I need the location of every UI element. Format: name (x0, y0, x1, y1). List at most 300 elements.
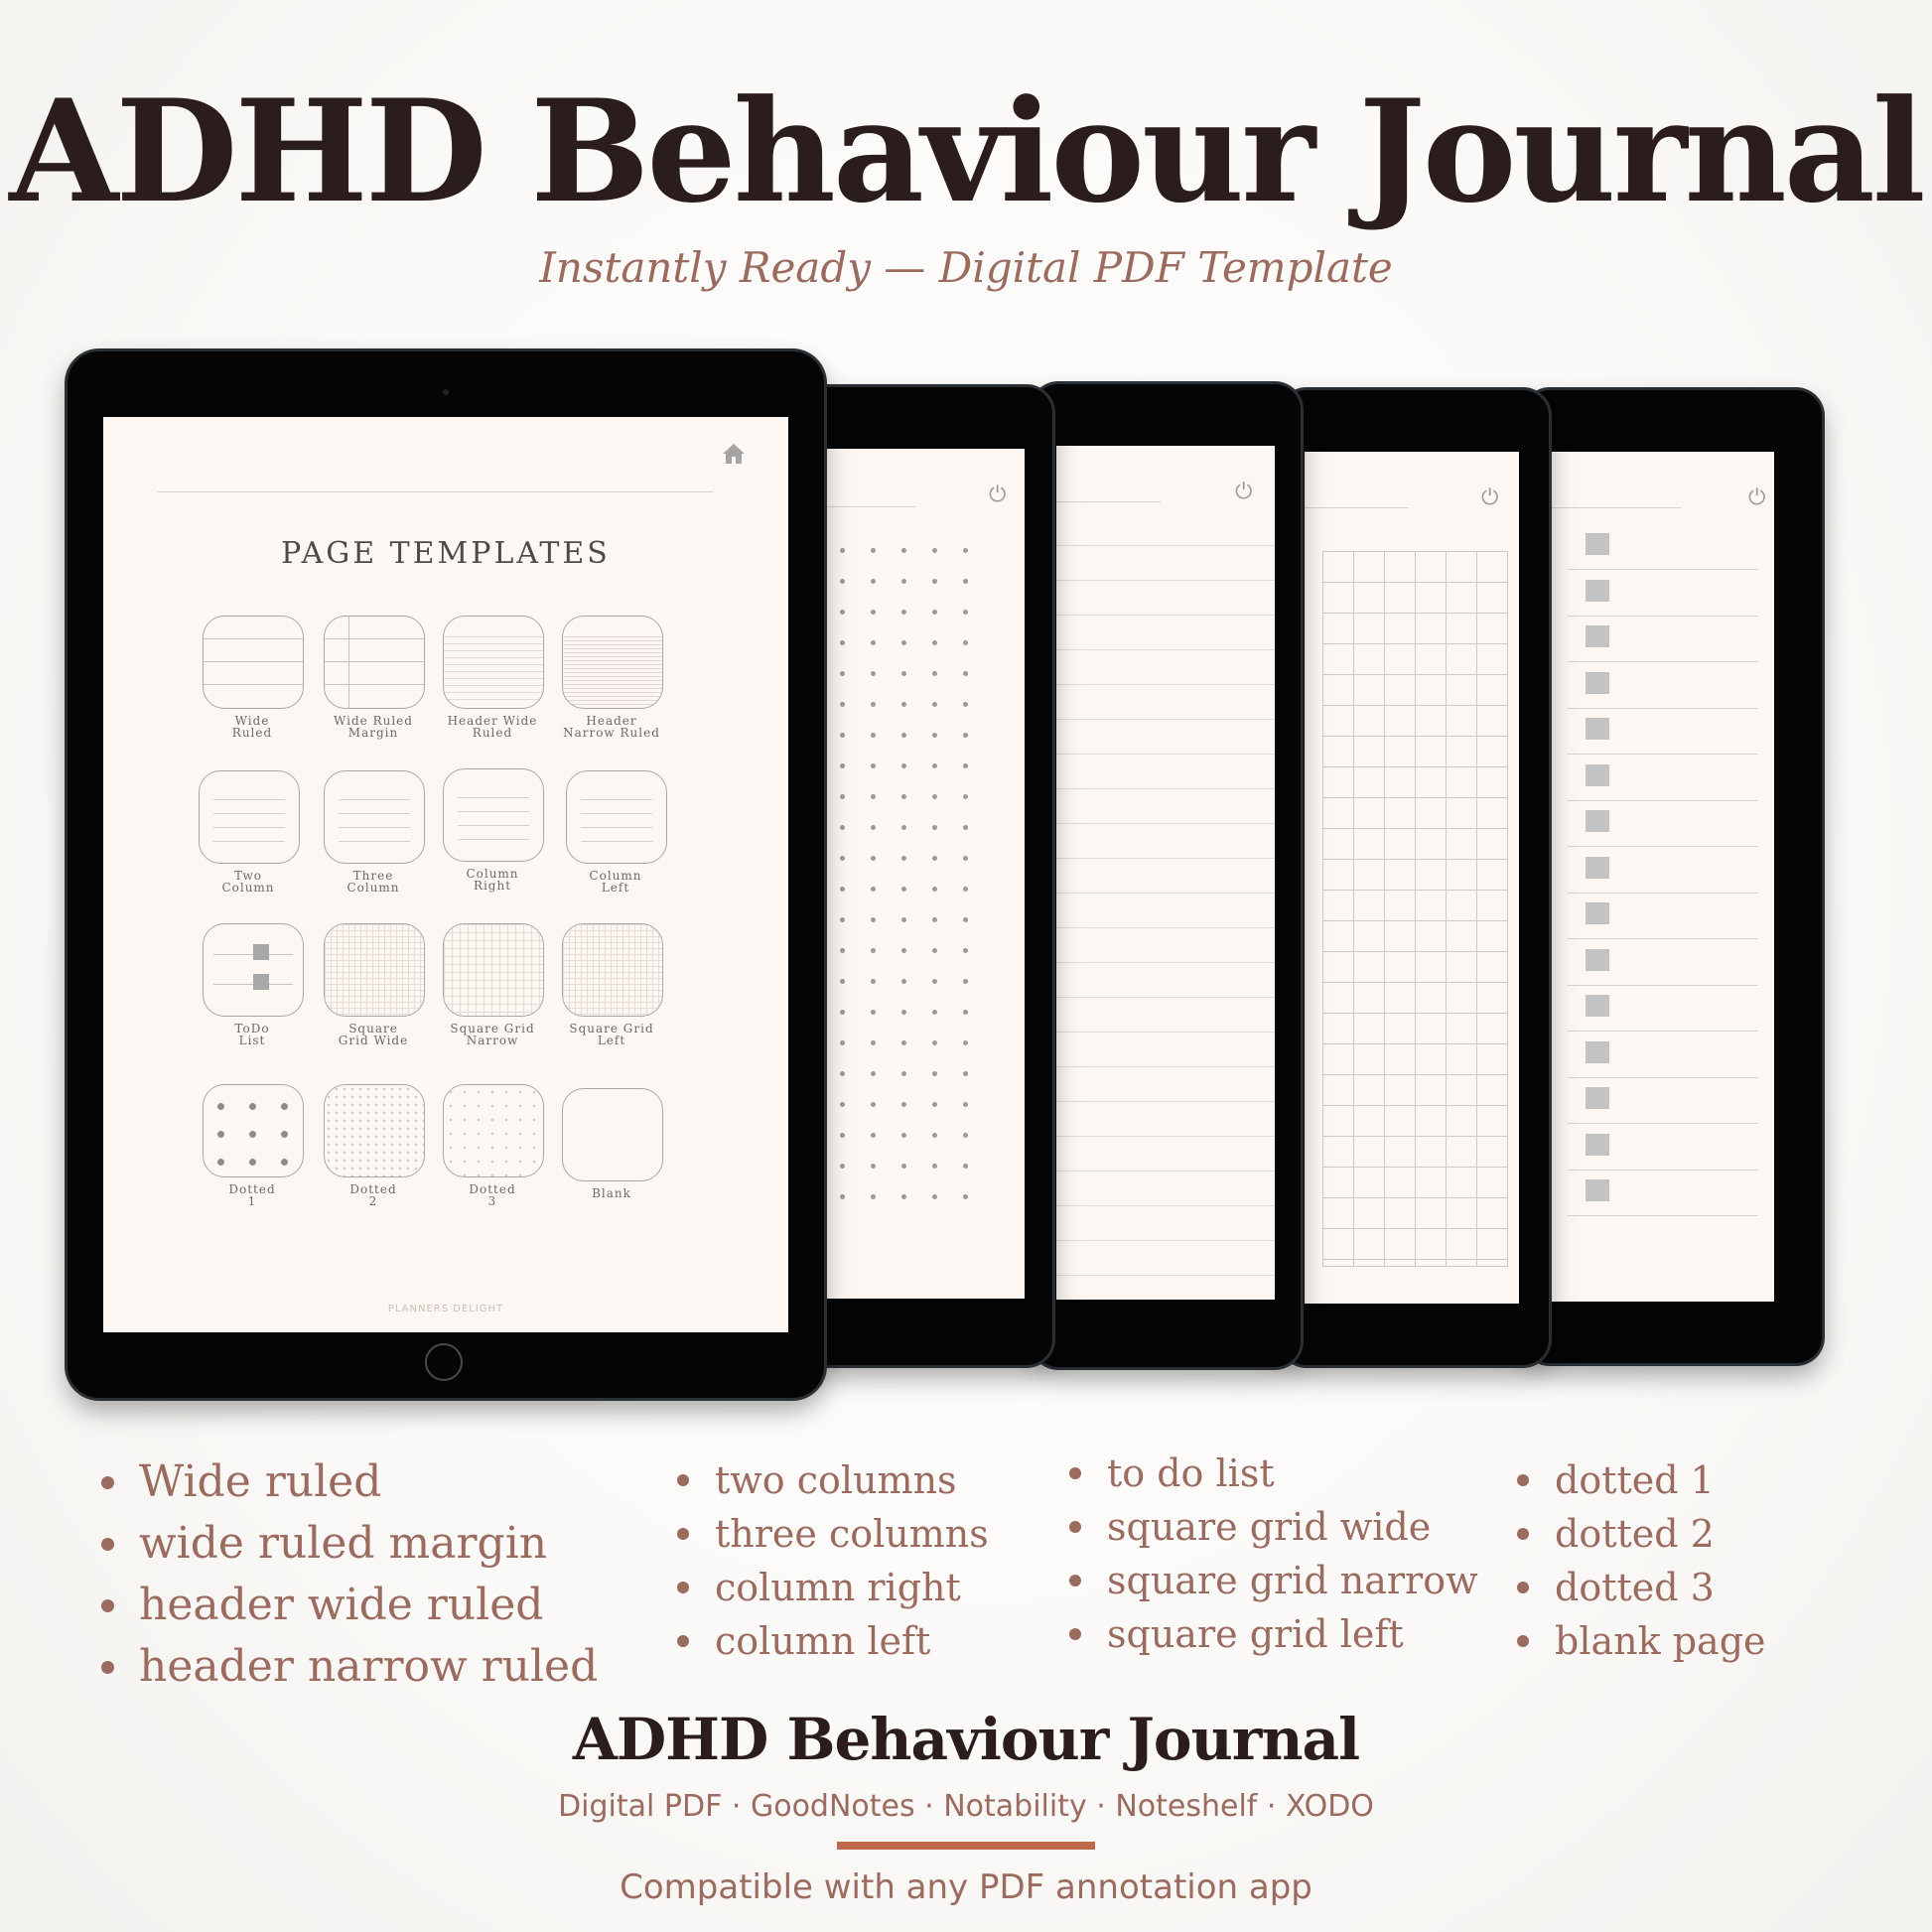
dot (932, 979, 937, 984)
list-item: three columns (675, 1507, 989, 1561)
template-label-line: 3 (487, 1194, 497, 1208)
dot (840, 917, 845, 922)
list-item: header narrow ruled (99, 1636, 598, 1698)
template-thumbnail[interactable] (443, 923, 544, 1017)
tablet-dotted (784, 387, 1052, 1365)
template-thumbnail[interactable] (566, 770, 667, 864)
thumb-line (581, 799, 652, 800)
template-label-line: Narrow (466, 1034, 519, 1047)
dot (840, 948, 845, 953)
feature-list-grids (1067, 1447, 1478, 1661)
template-label-line: Square Grid (569, 1022, 654, 1035)
dot (871, 1164, 876, 1169)
todo-line (1568, 661, 1758, 662)
dot (871, 1010, 876, 1015)
dot (901, 1071, 906, 1076)
ruled-line (1056, 580, 1275, 581)
template-label (304, 870, 443, 894)
template-label-line: 2 (368, 1194, 378, 1208)
checkbox (1586, 949, 1609, 971)
thumb-dot (217, 1159, 224, 1166)
template-label-line: Margin (347, 726, 399, 740)
template-label (179, 870, 318, 894)
checkbox (1586, 672, 1609, 694)
dot (840, 1071, 845, 1076)
ruled-line (1056, 927, 1275, 928)
template-label-line: Dotted (228, 1182, 276, 1196)
todo-line (1568, 1077, 1758, 1078)
template-thumbnail[interactable] (324, 616, 425, 709)
thumb-line (444, 699, 543, 700)
checkbox (1586, 625, 1609, 647)
thumb-grid (325, 924, 424, 1016)
dot (901, 887, 906, 892)
thumb-dot (249, 1159, 256, 1166)
thumb-line (325, 661, 424, 662)
dot (840, 579, 845, 584)
dot (871, 1133, 876, 1138)
dot (932, 887, 937, 892)
thumb-grid (563, 924, 662, 1016)
accent-divider (837, 1842, 1095, 1850)
list-item: column left (675, 1614, 989, 1668)
feature-list-ruled (99, 1451, 598, 1698)
dot (871, 794, 876, 799)
todo-line (1568, 800, 1758, 801)
template-label-line: Three (352, 869, 394, 883)
dot (963, 1071, 968, 1076)
dot (932, 763, 937, 768)
todo-line (1568, 893, 1758, 894)
list-item: blank page (1515, 1614, 1766, 1668)
dot (871, 733, 876, 738)
template-thumbnail[interactable] (443, 1084, 544, 1177)
dot (840, 640, 845, 645)
template-label (542, 715, 681, 739)
dot (901, 548, 906, 553)
thumb-line (563, 688, 662, 689)
thumb-line (581, 841, 652, 842)
checkbox (1586, 995, 1609, 1017)
header-rule (826, 506, 915, 507)
checkbox (1586, 533, 1609, 555)
dot (871, 548, 876, 553)
thumb-dot (281, 1103, 288, 1110)
thumb-line (563, 704, 662, 705)
page-templates-screen (103, 417, 788, 1332)
dot (963, 763, 968, 768)
thumb-line (339, 841, 410, 842)
checkbox (1586, 1179, 1609, 1201)
todo-line (1568, 754, 1758, 755)
template-label-line: Square (348, 1022, 398, 1035)
ruled-line (1056, 545, 1275, 546)
dot (871, 1194, 876, 1199)
ruled-line (1056, 1032, 1275, 1033)
dot (932, 671, 937, 676)
header-rule (1552, 507, 1681, 508)
thumb-line (213, 841, 285, 842)
ruled-line (1056, 1101, 1275, 1102)
checkbox (1586, 764, 1609, 786)
dot (901, 1102, 906, 1107)
ruled-line (1056, 1205, 1275, 1206)
template-thumbnail[interactable] (443, 768, 544, 862)
compatible-apps: Digital PDF · GoodNotes · Notability · Noteshelf · XODO (558, 1789, 1374, 1824)
list-item: wide ruled margin (99, 1513, 598, 1575)
dot (871, 1102, 876, 1107)
home-button[interactable] (425, 1343, 463, 1381)
thumb-line (339, 799, 410, 800)
thumb-line (444, 678, 543, 679)
thumb-line (444, 671, 543, 672)
dot (932, 1010, 937, 1015)
thumb-line (563, 672, 662, 673)
list-item: header wide ruled (99, 1575, 598, 1636)
dot (840, 1194, 845, 1199)
camera (443, 389, 449, 395)
template-label (423, 1183, 562, 1207)
thumb-line (325, 684, 424, 685)
dot (963, 1102, 968, 1107)
thumb-line (458, 839, 529, 840)
template-label-line: Header (586, 714, 637, 728)
thumb-line (204, 661, 303, 662)
ruled-line (1056, 1066, 1275, 1067)
template-label-line: 1 (247, 1194, 257, 1208)
home-icon[interactable] (721, 441, 747, 467)
template-label-line: Wide (234, 714, 270, 728)
template-thumbnail[interactable] (324, 1084, 425, 1177)
template-label-line: Square Grid (450, 1022, 535, 1035)
thumb-line (581, 827, 652, 828)
thumb-dot (249, 1131, 256, 1138)
template-thumbnail[interactable] (199, 770, 300, 864)
template-label (183, 715, 322, 739)
checkbox (1586, 1134, 1609, 1156)
template-label (542, 1023, 681, 1046)
tablet-ruled (1033, 384, 1301, 1367)
compatibility-note: Compatible with any PDF annotation app (620, 1867, 1312, 1907)
thumb-line (444, 657, 543, 658)
dotted-page (826, 449, 1025, 1299)
brand-name: ADHD Behaviour Journal (572, 1706, 1360, 1773)
template-label-line: Column (346, 881, 400, 895)
template-label-line: Column (221, 881, 275, 895)
dot (840, 979, 845, 984)
dot (871, 671, 876, 676)
checkbox (1586, 902, 1609, 924)
header-rule (1056, 501, 1161, 502)
template-label-line: Column (589, 869, 642, 883)
template-label-line: Wide Ruled (334, 714, 413, 728)
template-thumbnail[interactable] (562, 1088, 663, 1181)
todo-list-page (1552, 452, 1774, 1302)
square-grid-page (1305, 452, 1519, 1304)
dot (901, 640, 906, 645)
dot (871, 763, 876, 768)
todo-line (1568, 846, 1758, 847)
dot (963, 794, 968, 799)
list-item: two columns (675, 1453, 989, 1507)
todo-line (1568, 1123, 1758, 1124)
thumb-dot (249, 1103, 256, 1110)
dot (871, 979, 876, 984)
thumb-line (458, 811, 529, 812)
todo-line (1568, 1215, 1758, 1216)
dot (901, 825, 906, 830)
todo-line (1568, 938, 1758, 939)
template-label-line: Grid Wide (338, 1034, 409, 1047)
template-thumbnail[interactable] (203, 616, 304, 709)
dot (901, 1194, 906, 1199)
thumb-line (204, 684, 303, 685)
thumb-line (563, 652, 662, 653)
header-rule (158, 491, 714, 492)
template-label-line: Narrow Ruled (563, 726, 660, 740)
thumb-line (563, 680, 662, 681)
dot (932, 1133, 937, 1138)
dot (932, 1102, 937, 1107)
dot (840, 1164, 845, 1169)
template-label (423, 715, 562, 739)
dot (932, 733, 937, 738)
dot (901, 579, 906, 584)
ruled-line (1056, 684, 1275, 685)
dot (901, 671, 906, 676)
dot (901, 1164, 906, 1169)
dot (871, 610, 876, 615)
dot (963, 1010, 968, 1015)
checkbox (1586, 1041, 1609, 1063)
page-subtitle: Instantly Ready — Digital PDF Template (539, 243, 1393, 292)
dot (840, 671, 845, 676)
thumb-line (444, 692, 543, 693)
dot (871, 825, 876, 830)
checkbox (1586, 857, 1609, 879)
footer-watermark: PLANNERS DELIGHT (387, 1304, 504, 1314)
dot (901, 763, 906, 768)
template-thumbnail[interactable] (443, 616, 544, 709)
ruled-line (1056, 1136, 1275, 1137)
dot (871, 887, 876, 892)
square-grid (1322, 551, 1508, 1267)
dot (963, 702, 968, 707)
dot (963, 733, 968, 738)
dot (901, 733, 906, 738)
template-label-line: Ruled (231, 726, 273, 740)
header-rule (1305, 507, 1409, 508)
dot (963, 856, 968, 861)
dot (901, 1133, 906, 1138)
dot (840, 702, 845, 707)
dot (871, 917, 876, 922)
ruled-line (1056, 1240, 1275, 1241)
feature-list-columns (675, 1453, 989, 1668)
ruled-line (1056, 1171, 1275, 1172)
dot (901, 1040, 906, 1045)
dot (963, 610, 968, 615)
list-item: square grid left (1067, 1607, 1478, 1661)
dot (963, 579, 968, 584)
thumb-dot (217, 1131, 224, 1138)
power-icon[interactable]: ⏻ (1748, 485, 1766, 510)
template-label (423, 1023, 562, 1046)
ruled-line (1056, 962, 1275, 963)
thumb-line (563, 700, 662, 701)
dot (901, 979, 906, 984)
template-label-line: Dotted (349, 1182, 397, 1196)
template-label-line: Dotted (469, 1182, 516, 1196)
thumb-line (444, 650, 543, 651)
dot (840, 763, 845, 768)
thumb-line (458, 825, 529, 826)
todo-line (1568, 985, 1758, 986)
dot (871, 1071, 876, 1076)
dot (963, 1194, 968, 1199)
thumb-line (563, 636, 662, 637)
dot (871, 948, 876, 953)
thumb-line (339, 827, 410, 828)
list-item: square grid wide (1067, 1500, 1478, 1554)
thumb-line (563, 644, 662, 645)
thumb-checkbox (253, 974, 269, 990)
dot (932, 825, 937, 830)
dot (901, 702, 906, 707)
dot (840, 733, 845, 738)
checkbox (1586, 1087, 1609, 1109)
dot (932, 1164, 937, 1169)
dot (932, 548, 937, 553)
thumb-line (444, 664, 543, 665)
template-thumbnail[interactable] (562, 616, 663, 709)
template-thumbnail[interactable] (562, 923, 663, 1017)
thumb-dot (281, 1159, 288, 1166)
thumb-line (563, 668, 662, 669)
template-thumbnail[interactable] (203, 923, 304, 1017)
dot (840, 1010, 845, 1015)
dot (871, 1040, 876, 1045)
template-label (546, 870, 685, 894)
todo-line (1568, 616, 1758, 617)
tablet-square-grid (1281, 390, 1549, 1365)
thumb-line (563, 692, 662, 693)
dot (871, 856, 876, 861)
list-item: column right (675, 1561, 989, 1614)
ruled-line (1056, 754, 1275, 755)
dot (901, 610, 906, 615)
dot (963, 917, 968, 922)
template-label-line: Left (597, 1034, 626, 1047)
template-label (304, 715, 443, 739)
dot (963, 1164, 968, 1169)
thumb-line (325, 638, 424, 639)
dot (840, 1040, 845, 1045)
thumb-line (339, 813, 410, 814)
ruled-line (1056, 788, 1275, 789)
template-label-line: List (238, 1034, 266, 1047)
ruled-line (1056, 858, 1275, 859)
thumb-line (563, 660, 662, 661)
checkbox (1586, 580, 1609, 602)
thumb-line (458, 797, 529, 798)
list-item: to do list (1067, 1447, 1478, 1500)
dot (840, 794, 845, 799)
ruled-page (1056, 446, 1275, 1300)
thumb-line (444, 643, 543, 644)
checkbox (1586, 718, 1609, 740)
ruled-line (1056, 893, 1275, 894)
checkbox (1586, 810, 1609, 832)
template-label-line: Column (466, 867, 519, 881)
dot (840, 610, 845, 615)
thumb-line (204, 638, 303, 639)
power-icon[interactable]: ⏻ (1235, 480, 1253, 504)
power-icon[interactable]: ⏻ (989, 483, 1007, 507)
thumb-dot (281, 1131, 288, 1138)
thumb-line (213, 827, 285, 828)
tablet-todo-list (1524, 390, 1822, 1363)
ruled-line (1056, 823, 1275, 824)
thumb-line (563, 664, 662, 665)
dot (963, 640, 968, 645)
dot (871, 579, 876, 584)
dot (963, 1133, 968, 1138)
template-label-line: Ruled (472, 726, 513, 740)
templates-heading: PAGE TEMPLATES (281, 536, 611, 571)
power-icon[interactable]: ⏻ (1481, 485, 1499, 510)
dot (871, 640, 876, 645)
thumb-checkbox (253, 944, 269, 960)
ruled-line (1056, 1275, 1275, 1276)
thumb-line (444, 636, 543, 637)
template-label (423, 868, 562, 892)
feature-list-dotted (1515, 1453, 1766, 1668)
dot (932, 1194, 937, 1199)
dot (901, 856, 906, 861)
dot (871, 702, 876, 707)
dot (932, 794, 937, 799)
template-label (183, 1183, 322, 1207)
template-label-line: Right (473, 879, 512, 893)
template-label-line: ToDo (234, 1022, 270, 1035)
dot (932, 640, 937, 645)
dot (932, 1071, 937, 1076)
template-label (542, 1187, 681, 1199)
ruled-line (1056, 615, 1275, 616)
dot (901, 948, 906, 953)
thumb-dots (444, 1085, 543, 1176)
template-thumbnail[interactable] (324, 770, 425, 864)
template-thumbnail[interactable] (203, 1084, 304, 1177)
page-title: ADHD Behaviour Journal (9, 69, 1923, 234)
ruled-line (1056, 649, 1275, 650)
dot (932, 579, 937, 584)
template-label-line: Blank (592, 1186, 631, 1200)
thumb-grid (444, 924, 543, 1016)
ruled-line (1056, 997, 1275, 998)
thumb-line (563, 656, 662, 657)
dot (840, 1102, 845, 1107)
template-label-line: Header Wide (447, 714, 538, 728)
thumb-line (213, 813, 285, 814)
todo-line (1568, 1031, 1758, 1032)
template-thumbnail[interactable] (324, 923, 425, 1017)
dot (963, 887, 968, 892)
list-item: dotted 3 (1515, 1561, 1766, 1614)
thumb-line (563, 696, 662, 697)
thumb-line (563, 676, 662, 677)
